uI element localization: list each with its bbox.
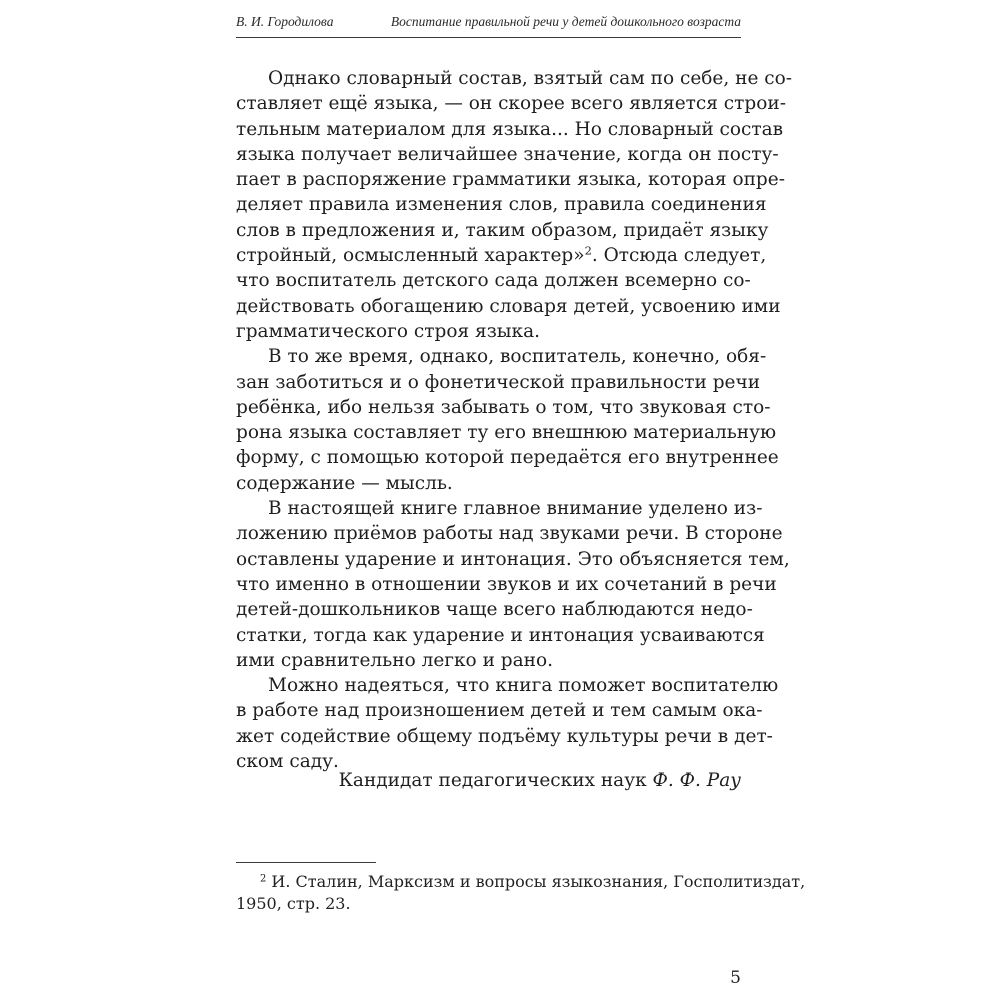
- running-head: [236, 14, 741, 36]
- paragraph-4: [236, 673, 779, 774]
- text-line: В то же время, однако, воспитатель, конечно, обя-: [268, 346, 767, 368]
- signature-role: Кандидат педагогических наук: [338, 770, 647, 791]
- text-line: оставлены ударение и интонация. Это объясняется тем,: [236, 548, 790, 570]
- text-line: слов в предложения и, таким образом, придаёт языку: [236, 219, 769, 241]
- text-line: ставляет ещё языка, — он скорее всего является строи-: [236, 93, 786, 115]
- text-line: ребёнка, ибо нельзя забывать о том, что звуковая сто-: [236, 396, 771, 418]
- text-line: форму, с помощью которой передаётся его внутреннее: [236, 447, 779, 469]
- text-line: В настоящей книге главное внимание уделено из-: [268, 498, 763, 520]
- text-line-with-footnote-ref: [236, 243, 767, 268]
- footnote-ref[interactable]: 2: [584, 243, 592, 258]
- text-line: что воспитатель детского сада должен всемерно со-: [236, 270, 751, 292]
- signature-name: Ф. Ф. Рау: [652, 770, 741, 791]
- text-line: ими сравнительно легко и рано.: [236, 649, 554, 671]
- text-line: рона языка составляет ту его внешнюю материальную: [236, 422, 777, 444]
- text-line: ском саду.: [236, 751, 339, 773]
- text-line: Можно надеяться, что книга поможет воспитателю: [268, 675, 779, 697]
- text-line: жет содействие общему подъёму культуры речи в дет-: [236, 725, 773, 747]
- page-number: 5: [730, 968, 741, 988]
- text-line: в работе над произношением детей и тем самым ока-: [236, 700, 763, 722]
- text-line: языка получает величайшее значение, когда он посту-: [236, 143, 779, 165]
- footnote-rule: [236, 862, 376, 863]
- paragraph-3: [236, 496, 790, 673]
- text-line: что именно в отношении звуков и их сочетаний в речи: [236, 573, 777, 595]
- paragraph-2: [236, 344, 779, 496]
- running-head-title: Воспитание правильной речи у детей дошкольного возраста: [390, 14, 741, 29]
- signature: [236, 768, 741, 793]
- paragraph-1: [236, 66, 793, 344]
- body-text: [236, 66, 793, 774]
- text-line: грамматического строя языка.: [236, 320, 540, 342]
- running-head-author: В. И. Городилова: [236, 14, 334, 29]
- text-line: содержание — мысль.: [236, 472, 453, 494]
- text-line: действовать обогащению словаря детей, усвоению ими: [236, 295, 781, 317]
- footnote-line: [236, 871, 806, 893]
- footnote: [236, 871, 806, 915]
- text-line: ложению приёмов работы над звуками речи. В стороне: [236, 523, 783, 545]
- header-rule: [236, 37, 741, 38]
- text-line: статки, тогда как ударение и интонация усваиваются: [236, 624, 765, 646]
- text-line: пает в распоряжение грамматики языка, которая опре-: [236, 169, 785, 191]
- footnote-line: 1950, стр. 23.: [236, 894, 351, 913]
- footnote-marker: 2: [260, 873, 267, 885]
- text-line: зан заботиться и о фонетической правильности речи: [236, 371, 761, 393]
- text-line: тельным материалом для языка... Но словарный состав: [236, 118, 784, 140]
- text-line-part: стройный, осмысленный характер»: [236, 245, 585, 267]
- text-line: Однако словарный состав, взятый сам по себе, не со-: [268, 68, 793, 89]
- text-line: детей-дошкольников чаще всего наблюдаются недо-: [236, 599, 753, 621]
- text-line-part: . Отсюда следует,: [591, 245, 767, 267]
- text-line: деляет правила изменения слов, правила соединения: [236, 194, 767, 216]
- footnote-text: И. Сталин, Марксизм и вопросы языкознания, Госполитиздат,: [271, 872, 806, 891]
